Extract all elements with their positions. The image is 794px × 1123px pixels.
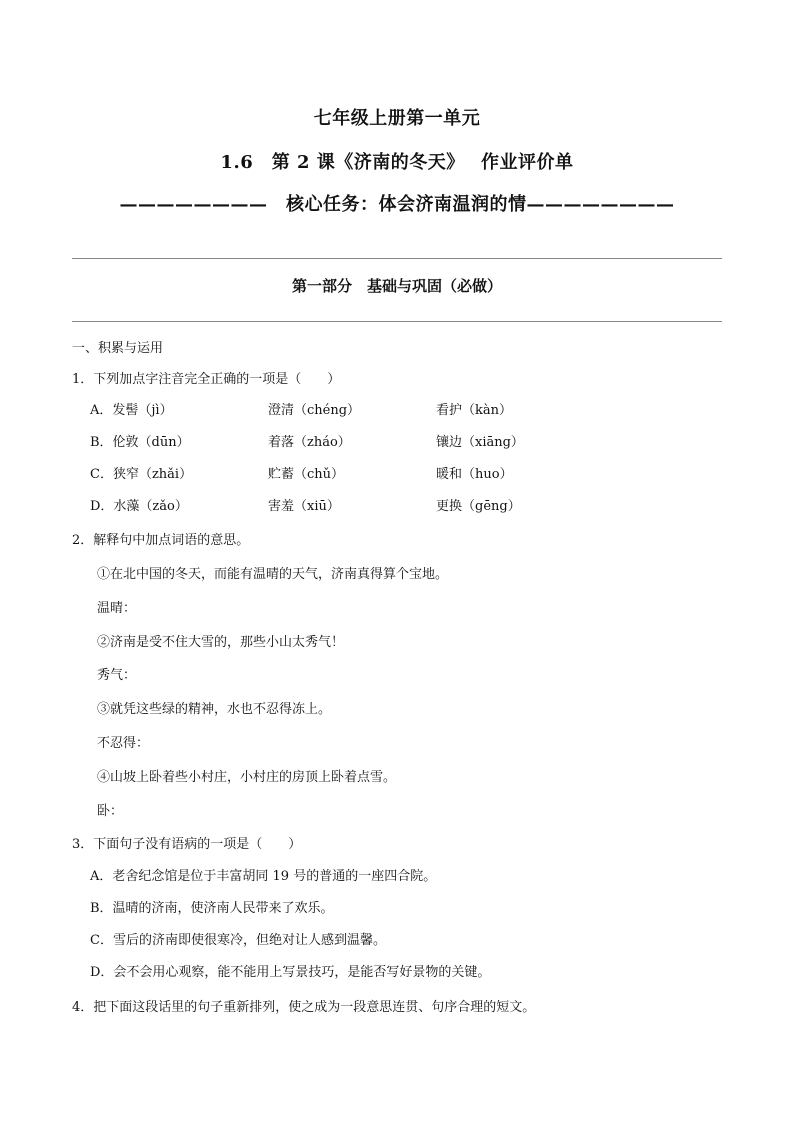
question-4-stem: 4．把下面这段话里的句子重新排列，使之成为一段意思连贯、句序合理的短文。 bbox=[72, 1000, 536, 1015]
q1-option-c-3: 暖和（huo） bbox=[436, 467, 513, 482]
q2-sentence-4: ④山坡上卧着些小村庄，小村庄的房顶上卧着点雪。 bbox=[97, 770, 397, 785]
q2-answer-label-1: 温晴： bbox=[97, 601, 137, 616]
q1-option-a-1: A．发髻（jì） bbox=[90, 403, 173, 418]
question-3-stem: 3．下面句子没有语病的一项是（ ） bbox=[72, 837, 302, 852]
question-1-stem: 1．下列加点字注音完全正确的一项是（ ） bbox=[72, 372, 341, 387]
divider-bottom bbox=[72, 321, 722, 322]
q2-answer-label-3: 不忍得： bbox=[97, 736, 150, 751]
part-heading: 一、积累与运用 bbox=[72, 341, 164, 356]
q1-option-a-2: 澄清（chéng） bbox=[268, 403, 361, 418]
q1-option-d-2: 害羞（xiū） bbox=[268, 499, 340, 514]
q3-option-c: C．雪后的济南即使很寒冷，但绝对让人感到温馨。 bbox=[90, 933, 386, 948]
q1-option-d-1: D．水藻（zǎo） bbox=[90, 499, 188, 514]
q2-sentence-2: ②济南是受不住大雪的，那些小山太秀气！ bbox=[97, 635, 345, 650]
q1-option-d-3: 更换（gēng） bbox=[436, 499, 521, 514]
q3-option-b: B．温晴的济南，使济南人民带来了欢乐。 bbox=[90, 901, 334, 916]
q2-sentence-3: ③就凭这些绿的精神，水也不忍得冻上。 bbox=[97, 702, 332, 717]
section-title: 第一部分 基础与巩固（必做） bbox=[291, 277, 502, 295]
q1-option-b-2: 着落（zháo） bbox=[268, 435, 351, 450]
q2-answer-label-2: 秀气： bbox=[97, 668, 137, 683]
q1-option-c-1: C．狭窄（zhǎi） bbox=[90, 467, 193, 482]
worksheet-title-unit: 七年级上册第一单元 bbox=[313, 108, 481, 129]
q3-option-d: D．会不会用心观察，能不能用上写景技巧，是能否写好景物的关键。 bbox=[90, 965, 491, 980]
q2-answer-label-4: 卧： bbox=[97, 804, 124, 819]
q2-sentence-1: ①在北中国的冬天，而能有温晴的天气，济南真得算个宝地。 bbox=[97, 567, 449, 582]
q3-option-a: A．老舍纪念馆是位于丰富胡同 19 号的普通的一座四合院。 bbox=[90, 869, 437, 884]
q1-option-b-3: 镶边（xiāng） bbox=[436, 435, 524, 450]
q1-option-a-3: 看护（kàn） bbox=[436, 403, 513, 418]
q1-option-c-2: 贮蓄（chǔ） bbox=[268, 467, 345, 482]
worksheet-core-task: ———————— 核心任务：体会济南温润的情———————— bbox=[119, 194, 675, 215]
question-2-stem: 2．解释句中加点词语的意思。 bbox=[72, 533, 250, 548]
divider-top bbox=[72, 258, 722, 259]
worksheet-title-lesson: 1.6 第 2 课《济南的冬天》 作业评价单 bbox=[220, 152, 574, 173]
q1-option-b-1: B．伦敦（dūn） bbox=[90, 435, 190, 450]
